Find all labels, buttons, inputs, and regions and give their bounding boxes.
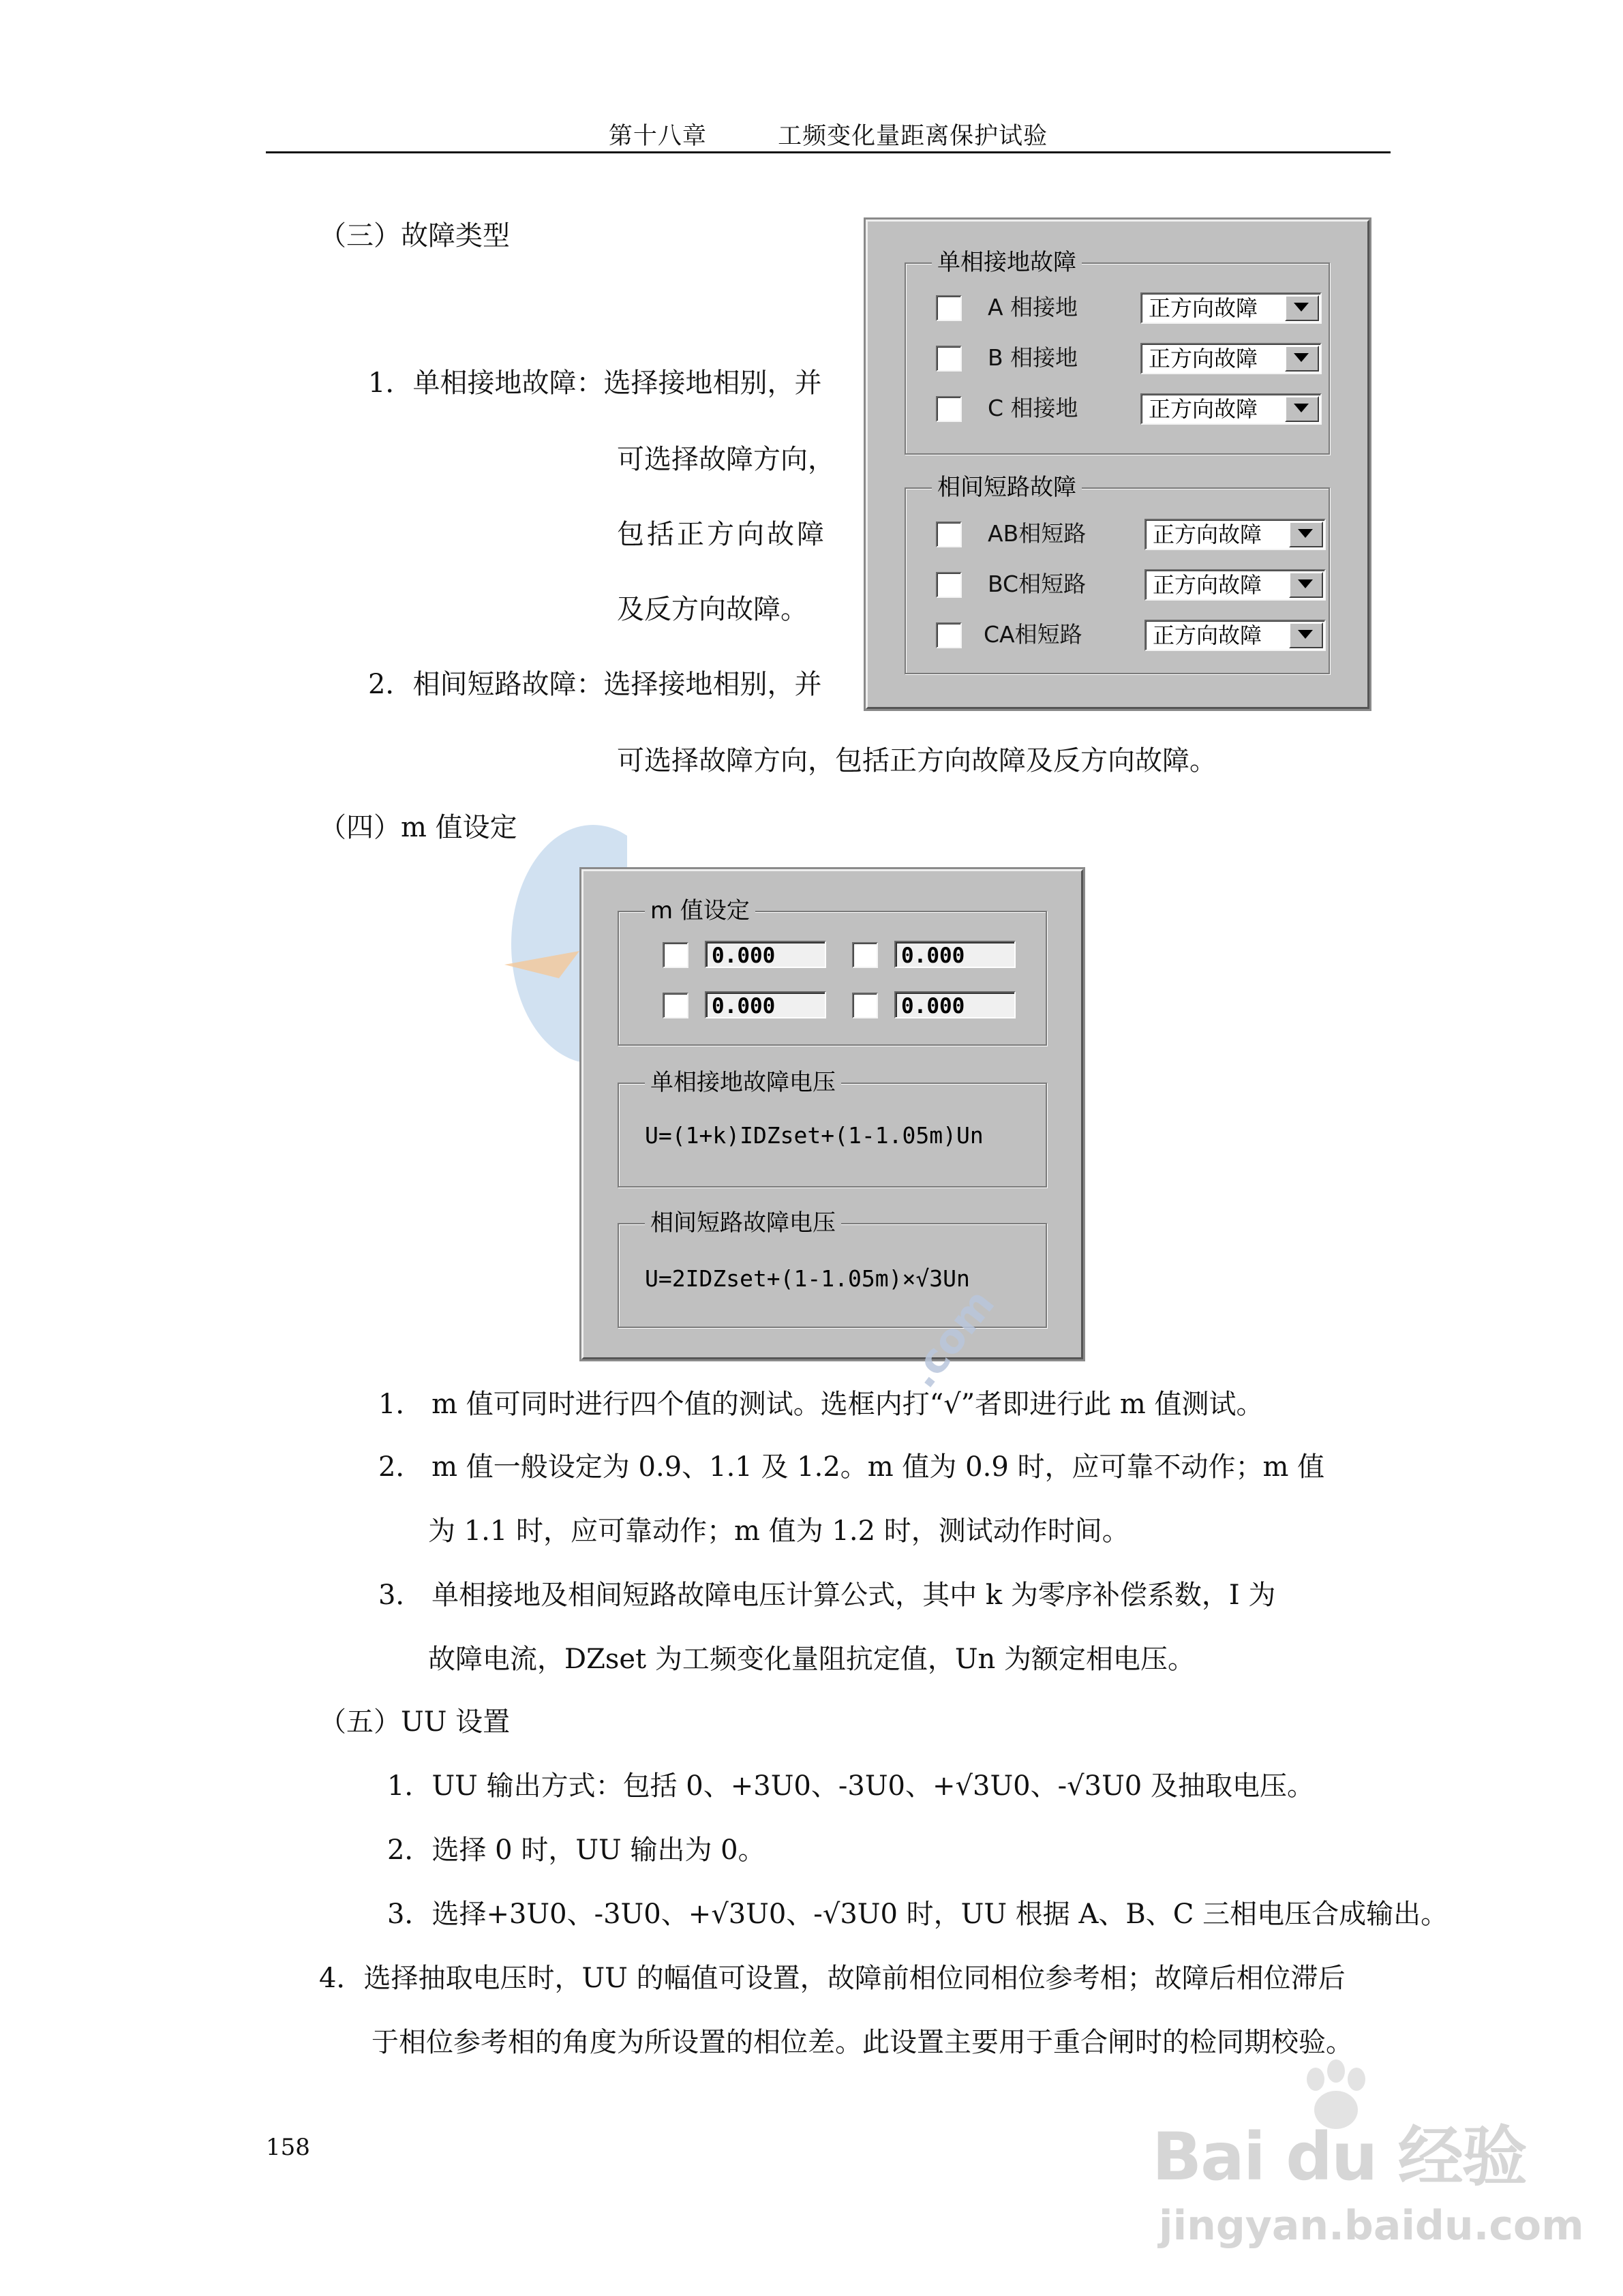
phase-b-dropdown-arrow-icon[interactable] [1285,346,1319,372]
m-value-1-input[interactable]: 0.000 [705,941,826,968]
phase-a-direction-select[interactable] [1140,292,1322,324]
m-value-group [618,897,1047,1046]
phase-b-checkbox[interactable] [936,346,962,372]
sec5-item2: 2．选择 0 时，UU 输出为 0。 [387,1834,765,1866]
phase-a-direction-value: 正方向故障 [1149,295,1258,321]
header-title: 工频变化量距离保护试验 [778,123,1048,150]
section4-heading: （四）m 值设定 [319,812,517,843]
phase-ca-checkbox[interactable] [936,622,962,648]
com-watermark-overlay: .com [898,1280,1004,1398]
sec3-item2-line2: 可选择故障方向，包括正方向故障及反方向故障。 [617,745,1217,776]
single-phase-ground-group [905,249,1330,455]
single-phase-ground-title: 单相接地故障 [932,249,1082,276]
sec4-item3-line1: 3． 单相接地及相间短路故障电压计算公式，其中 k 为零序补偿系数，I 为 [378,1580,1276,1611]
phase-ca-label: CA相短路 [984,621,1082,648]
sec5-item4-line1: 4．选择抽取电压时，UU 的幅值可设置，故障前相位同相位参考相；故障后相位滞后 [319,1963,1346,1994]
header-rule [266,151,1391,153]
phase-a-label: A 相接地 [988,294,1078,320]
m-value-title: m 值设定 [645,897,755,924]
sec4-item1: 1． m 值可同时进行四个值的测试。选框内打“√”者即进行此 m 值测试。 [378,1389,1264,1420]
phase-bc-direction-select[interactable] [1144,569,1326,601]
m-value-4-input[interactable]: 0.000 [894,991,1016,1018]
phase-to-phase-title: 相间短路故障 [932,474,1082,501]
section5-heading: （五）UU 设置 [319,1706,511,1738]
phase-ab-direction-value: 正方向故障 [1153,522,1262,547]
phase-c-label: C 相接地 [988,395,1078,421]
phase-ab-direction-select[interactable] [1144,519,1326,550]
phase-ca-direction-value: 正方向故障 [1153,622,1262,648]
running-header [266,117,1391,150]
phase-b-direction-value: 正方向故障 [1149,346,1258,372]
sec4-item3-line2: 故障电流，DZset 为工频变化量阻抗定值，Un 为额定相电压。 [428,1644,1196,1675]
phase-ab-dropdown-arrow-icon[interactable] [1289,522,1323,547]
phase-ab-checkbox[interactable] [936,522,962,547]
m-value-2-input[interactable]: 0.000 [894,941,1016,968]
m-value-4-checkbox[interactable] [852,993,878,1018]
m-value-panel [581,869,1083,1359]
sec3-item2-line1: 2．相间短路故障：选择接地相别，并 [368,669,822,700]
phase-short-voltage-title: 相间短路故障电压 [645,1209,841,1237]
phase-a-checkbox[interactable] [936,295,962,321]
phase-ab-label: AB相短路 [988,520,1087,547]
phase-c-dropdown-arrow-icon[interactable] [1285,396,1319,422]
phase-b-label: B 相接地 [988,344,1078,371]
phase-bc-dropdown-arrow-icon[interactable] [1289,572,1323,598]
phase-a-dropdown-arrow-icon[interactable] [1285,295,1319,321]
sec5-item1: 1．UU 输出方式：包括 0、+3U0、-3U0、+√3U0、-√3U0 及抽取电压。 [387,1770,1314,1802]
baidu-jingyan-brand: Bai du 经验 [1152,2119,1526,2195]
section3-heading: （三）故障类型 [319,220,510,252]
phase-bc-direction-value: 正方向故障 [1153,572,1262,598]
sec4-item2-line1: 2． m 值一般设定为 0.9、1.1 及 1.2。m 值为 0.9 时，应可靠不动作；m 值 [378,1451,1325,1483]
fault-type-panel [866,220,1369,709]
baidu-jingyan-url: jingyan.baidu.com [1159,2202,1584,2250]
phase-bc-checkbox[interactable] [936,572,962,598]
phase-ca-dropdown-arrow-icon[interactable] [1289,622,1323,648]
phase-bc-label: BC相短路 [988,571,1087,597]
phase-short-voltage-formula: U=2IDZset+(1-1.05m)×√3Un [645,1265,970,1292]
phase-c-checkbox[interactable] [936,396,962,422]
m-value-1-checkbox[interactable] [663,942,688,968]
sec3-item1-line1: 1．单相接地故障：选择接地相别，并 [368,367,822,399]
phase-b-direction-select[interactable] [1140,343,1322,374]
m-value-3-checkbox[interactable] [663,993,688,1018]
phase-c-direction-value: 正方向故障 [1149,396,1258,422]
sec3-item1-line4: 及反方向故障。 [617,594,808,625]
phase-to-phase-group [905,474,1330,674]
phase-c-direction-select[interactable] [1140,393,1322,425]
sec3-item1-line3: 包括正方向故障 [617,519,827,550]
single-ground-voltage-title: 单相接地故障电压 [645,1069,841,1096]
single-ground-voltage-formula: U=(1+k)IDZset+(1-1.05m)Un [645,1122,984,1149]
single-ground-voltage-group [618,1069,1047,1188]
m-value-3-input[interactable]: 0.000 [705,991,826,1018]
m-value-2-checkbox[interactable] [852,942,878,968]
sec5-item3: 3．选择+3U0、-3U0、+√3U0、-√3U0 时，UU 根据 A、B、C 三相电压合成输出。 [387,1899,1448,1930]
sec4-item2-line2: 为 1.1 时，应可靠动作；m 值为 1.2 时，测试动作时间。 [428,1515,1129,1547]
page-number: 158 [266,2134,310,2161]
phase-ca-direction-select[interactable] [1144,620,1326,651]
header-chapter: 第十八章 [608,123,707,150]
sec3-item1-line2: 可选择故障方向， [617,444,835,475]
sec5-item4-line2: 于相位参考相的角度为所设置的相位差。此设置主要用于重合闸时的检同期校验。 [371,2027,1353,2058]
